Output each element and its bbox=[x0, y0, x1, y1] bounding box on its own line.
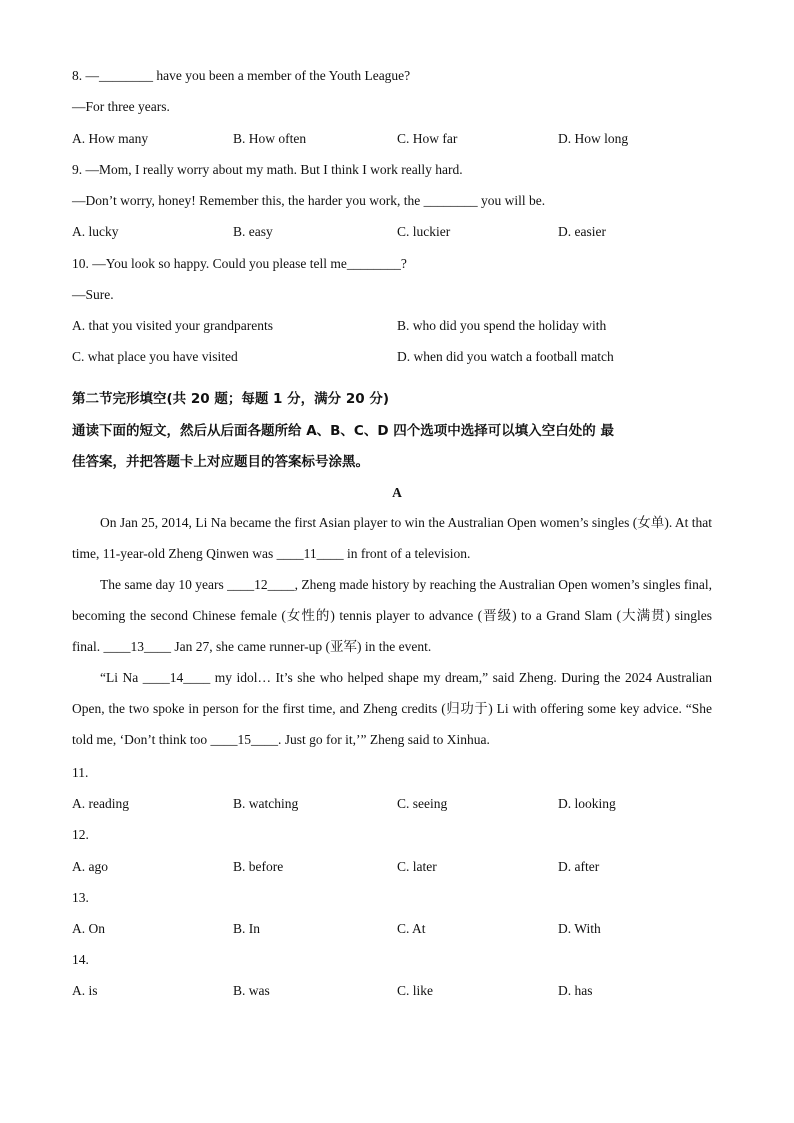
section-instruction-2: 佳答案，并把答题卡上对应题目的答案标号涂黑。 bbox=[72, 454, 369, 470]
passage-paragraph-3: “Li Na ____14____ my idol… It’s she who helped shape my dream,” said Zheng. During the 2024 Australian Open, the two spoke in person for the first time, and Zheng credits (归功于) Li with offering some key advice. “She told me, ‘Don’t think too ____15____. Just go for it,’” Zheng said to Xinhua. bbox=[72, 670, 712, 747]
section-heading: 第二节完形填空(共 20 题；每题 1 分，满分 20 分) bbox=[72, 391, 390, 407]
q10-option-d: D. when did you watch a football match bbox=[397, 349, 614, 364]
q11-option-a: A. reading bbox=[72, 796, 129, 811]
q8-answer: —For three years. bbox=[72, 99, 170, 114]
q13-option-b: B. In bbox=[233, 921, 260, 936]
q10-answer: —Sure. bbox=[72, 287, 114, 302]
q12-option-c: C. later bbox=[397, 859, 437, 874]
passage-paragraph-2: The same day 10 years ____12____, Zheng made history by reaching the Australian Open women’s singles final, becoming the second Chinese female (女性的) tennis player to advance (晋级) to a Grand Slam (大满贯) singles final. ____13____ Jan 27, she came runner-up (亚军) in the event. bbox=[72, 577, 712, 654]
q12-number: 12. bbox=[72, 827, 89, 842]
q13-option-c: C. At bbox=[397, 921, 426, 936]
q10-options-row2 bbox=[72, 348, 732, 366]
q14-option-a: A. is bbox=[72, 983, 98, 998]
q14-number: 14. bbox=[72, 952, 89, 967]
q12-option-d: D. after bbox=[558, 859, 600, 874]
q13-number: 13. bbox=[72, 890, 89, 905]
q13-options bbox=[72, 920, 732, 938]
q10-option-a: A. that you visited your grandparents bbox=[72, 318, 273, 333]
passage-title: A bbox=[392, 485, 402, 500]
q12-option-b: B. before bbox=[233, 859, 284, 874]
q14-option-d: D. has bbox=[558, 983, 593, 998]
q10-options-row1 bbox=[72, 317, 732, 335]
q10-stem: 10. —You look so happy. Could you please tell me________? bbox=[72, 256, 407, 271]
q8-option-a: A. How many bbox=[72, 131, 149, 146]
q12-option-a: A. ago bbox=[72, 859, 108, 874]
q9-option-d: D. easier bbox=[558, 224, 606, 239]
q11-option-b: B. watching bbox=[233, 796, 299, 811]
q9-option-a: A. lucky bbox=[72, 224, 119, 239]
q13-option-d: D. With bbox=[558, 921, 601, 936]
passage-paragraph-1: On Jan 25, 2014, Li Na became the first Asian player to win the Australian Open women’s singles (女单). At that time, 11-year-old Zheng Qinwen was ____11____ in front of a television. bbox=[72, 515, 712, 561]
q10-option-c: C. what place you have visited bbox=[72, 349, 238, 364]
q8-options bbox=[72, 130, 732, 148]
q8-option-c: C. How far bbox=[397, 131, 458, 146]
q9-option-c: C. luckier bbox=[397, 224, 451, 239]
q12-options bbox=[72, 858, 732, 876]
q10-option-b: B. who did you spend the holiday with bbox=[397, 318, 607, 333]
q8-option-d: D. How long bbox=[558, 131, 629, 146]
q8-option-b: B. How often bbox=[233, 131, 307, 146]
q9-options bbox=[72, 223, 732, 241]
q11-number: 11. bbox=[72, 765, 89, 780]
q11-option-d: D. looking bbox=[558, 796, 616, 811]
q8-stem: 8. —________ have you been a member of the Youth League? bbox=[72, 68, 411, 83]
q14-options bbox=[72, 982, 732, 1000]
q14-option-c: C. like bbox=[397, 983, 433, 998]
q14-option-b: B. was bbox=[233, 983, 270, 998]
q11-options bbox=[72, 795, 732, 813]
section-instruction-1: 通读下面的短文，然后从后面各题所给 A、B、C、D 四个选项中选择可以填入空白处的 最 bbox=[72, 423, 614, 439]
q9-option-b: B. easy bbox=[233, 224, 273, 239]
q13-option-a: A. On bbox=[72, 921, 105, 936]
q11-option-c: C. seeing bbox=[397, 796, 448, 811]
q9-stem: 9. —Mom, I really worry about my math. But I think I work really hard. bbox=[72, 162, 463, 177]
passage-body bbox=[72, 507, 712, 755]
q9-answer: —Don’t worry, honey! Remember this, the harder you work, the ________ you will be. bbox=[72, 193, 546, 208]
